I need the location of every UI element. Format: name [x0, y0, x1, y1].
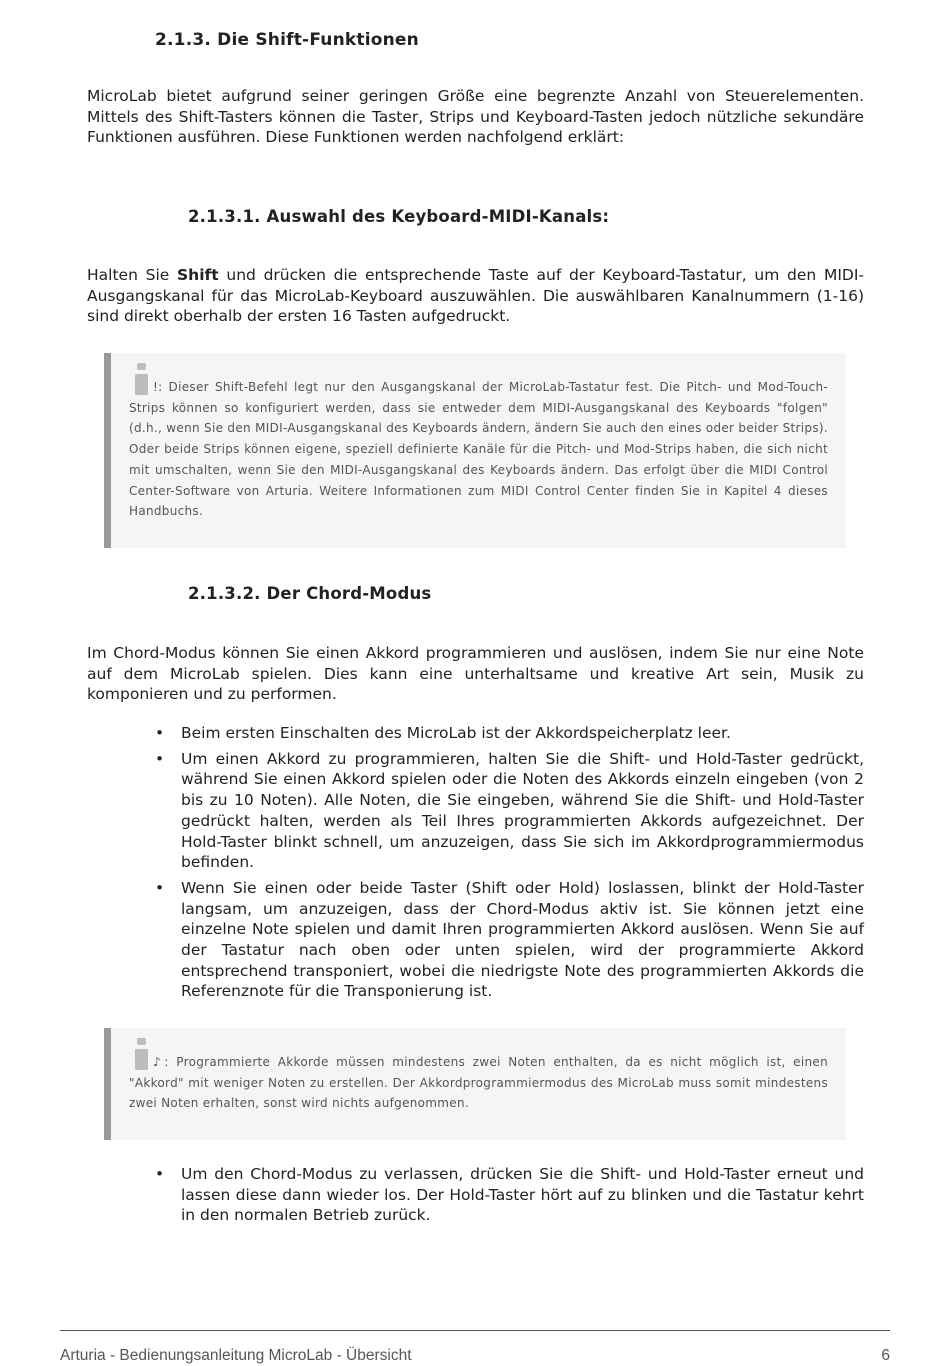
- paragraph-text-post: und drücken die entsprechende Taste auf der Keyboard-Tastatur, um den MIDI-Ausgangskanal für das MicroLab-Keyboard auszuwählen. Die auswählbaren Kanalnummern (1-16) sind direkt oberhalb der ersten 16 Tasten aufgedruckt.: [87, 266, 864, 326]
- info-note-text: [129, 1052, 828, 1114]
- list-item: [155, 1164, 864, 1226]
- note-body: : Dieser Shift-Befehl legt nur den Ausgangskanal der MicroLab-Tastatur fest. Die Pitch- und Mod-Touch-Strips können so konfiguriert werden, dass sie entweder dem MIDI-Ausgangskanal des Keyboards "folgen" (d.h., wenn Sie den MIDI-Ausgangskanal des Keyboards ändern, ändern Sie auch den eines oder beider Strips). Oder beide Strips können eigene, speziell definierte Kanäle für die Pitch- und Mod-Strips haben, die sich nicht mit umschalten, wenn Sie den MIDI-Ausgangskanal des Keyboards ändern. Das erfolgt über die MIDI Control Center-Software von Arturia. Weitere Informationen zum MIDI Control Center finden Sie in Kapitel 4 dieses Handbuchs.: [129, 380, 828, 519]
- footer-divider: [60, 1330, 890, 1331]
- list-item: [155, 878, 864, 1002]
- note-marker: !: [153, 380, 159, 394]
- list-item-text: Beim ersten Einschalten des MicroLab ist der Akkordspeicherplatz leer.: [181, 724, 731, 742]
- chord-mode-bullet-list: [155, 723, 864, 1007]
- page-number: 6: [881, 1347, 890, 1364]
- subsection-heading-midi-channel: 2.1.3.1. Auswahl des Keyboard-MIDI-Kanals:: [188, 207, 610, 226]
- list-item-text: Um den Chord-Modus zu verlassen, drücken Sie die Shift- und Hold-Taster erneut und lassen diese dann wieder los. Der Hold-Taster hört auf zu blinken und die Tastatur kehrt in den normalen Betrieb zurück.: [181, 1165, 864, 1225]
- info-note-box: [104, 1028, 846, 1140]
- bullet-marker: •: [155, 724, 165, 742]
- list-item: [155, 749, 864, 873]
- chord-mode-bullet-list-2: [155, 1164, 864, 1231]
- list-item-text: Wenn Sie einen oder beide Taster (Shift oder Hold) loslassen, blinkt der Hold-Taster langsam, um anzuzeigen, dass der Chord-Modus aktiv ist. Sie können jetzt eine einzelne Note spielen und damit Ihren programmierten Akkord auslösen. Wenn Sie auf der Tastatur nach oben oder unten spielen, wird der programmierte Akkord entsprechend transponiert, wobei die niedrigste Note des programmierten Akkords die Referenznote für die Transponierung ist.: [181, 878, 864, 1001]
- bullet-marker: •: [155, 1165, 165, 1183]
- section-intro-paragraph: MicroLab bietet aufgrund seiner geringen Größe eine begrenzte Anzahl von Steuerelementen. Mittels des Shift-Tasters können die Taster, Strips und Keyboard-Tasten jedoch nützliche sekundäre Funktionen ausführen. Diese Funktionen werden nachfolgend erklärt:: [87, 87, 864, 147]
- list-item-text: Um einen Akkord zu programmieren, halten Sie die Shift- und Hold-Taster gedrückt, während Sie einen Akkord spielen oder die Noten des Akkords einzeln eingeben (von 2 bis zu 10 Noten). Alle Noten, die Sie eingeben, während Sie die Shift- und Hold-Taster gedrückt halten, werden als Teil Ihres programmierten Akkords aufgezeichnet. Der Hold-Taster blinkt schnell, um anzuzeigen, dass Sie sich im Akkordprogrammiermodus befinden.: [181, 749, 864, 872]
- midi-channel-paragraph: [87, 265, 864, 327]
- paragraph-text-pre: Halten Sie: [87, 266, 177, 284]
- subsection-heading-chord-mode: 2.1.3.2. Der Chord-Modus: [188, 584, 432, 603]
- note-body: : Programmierte Akkorde müssen mindestens zwei Noten enthalten, da es nicht möglich ist, einen "Akkord" mit weniger Noten zu erstellen. Der Akkordprogrammiermodus des MicroLab muss somit mindestens zwei Noten erhalten, sonst wird nichts aufgenommen.: [129, 1055, 828, 1111]
- bullet-marker: •: [155, 749, 165, 768]
- chord-mode-intro-paragraph: Im Chord-Modus können Sie einen Akkord programmieren und auslösen, indem Sie nur eine Note auf dem MicroLab spielen. Dies kann eine unterhaltsame und kreative Art sein, Musik zu komponieren und zu performen.: [87, 644, 864, 704]
- info-note-box: [104, 353, 846, 548]
- note-marker: ♪: [153, 1055, 165, 1069]
- shift-bold-text: Shift: [177, 266, 219, 284]
- section-heading: 2.1.3. Die Shift-Funktionen: [155, 30, 419, 50]
- footer-title: Arturia - Bedienungsanleitung MicroLab - Übersicht: [60, 1347, 412, 1364]
- list-item: [155, 723, 864, 744]
- bullet-marker: •: [155, 878, 165, 897]
- info-note-text: [129, 377, 828, 522]
